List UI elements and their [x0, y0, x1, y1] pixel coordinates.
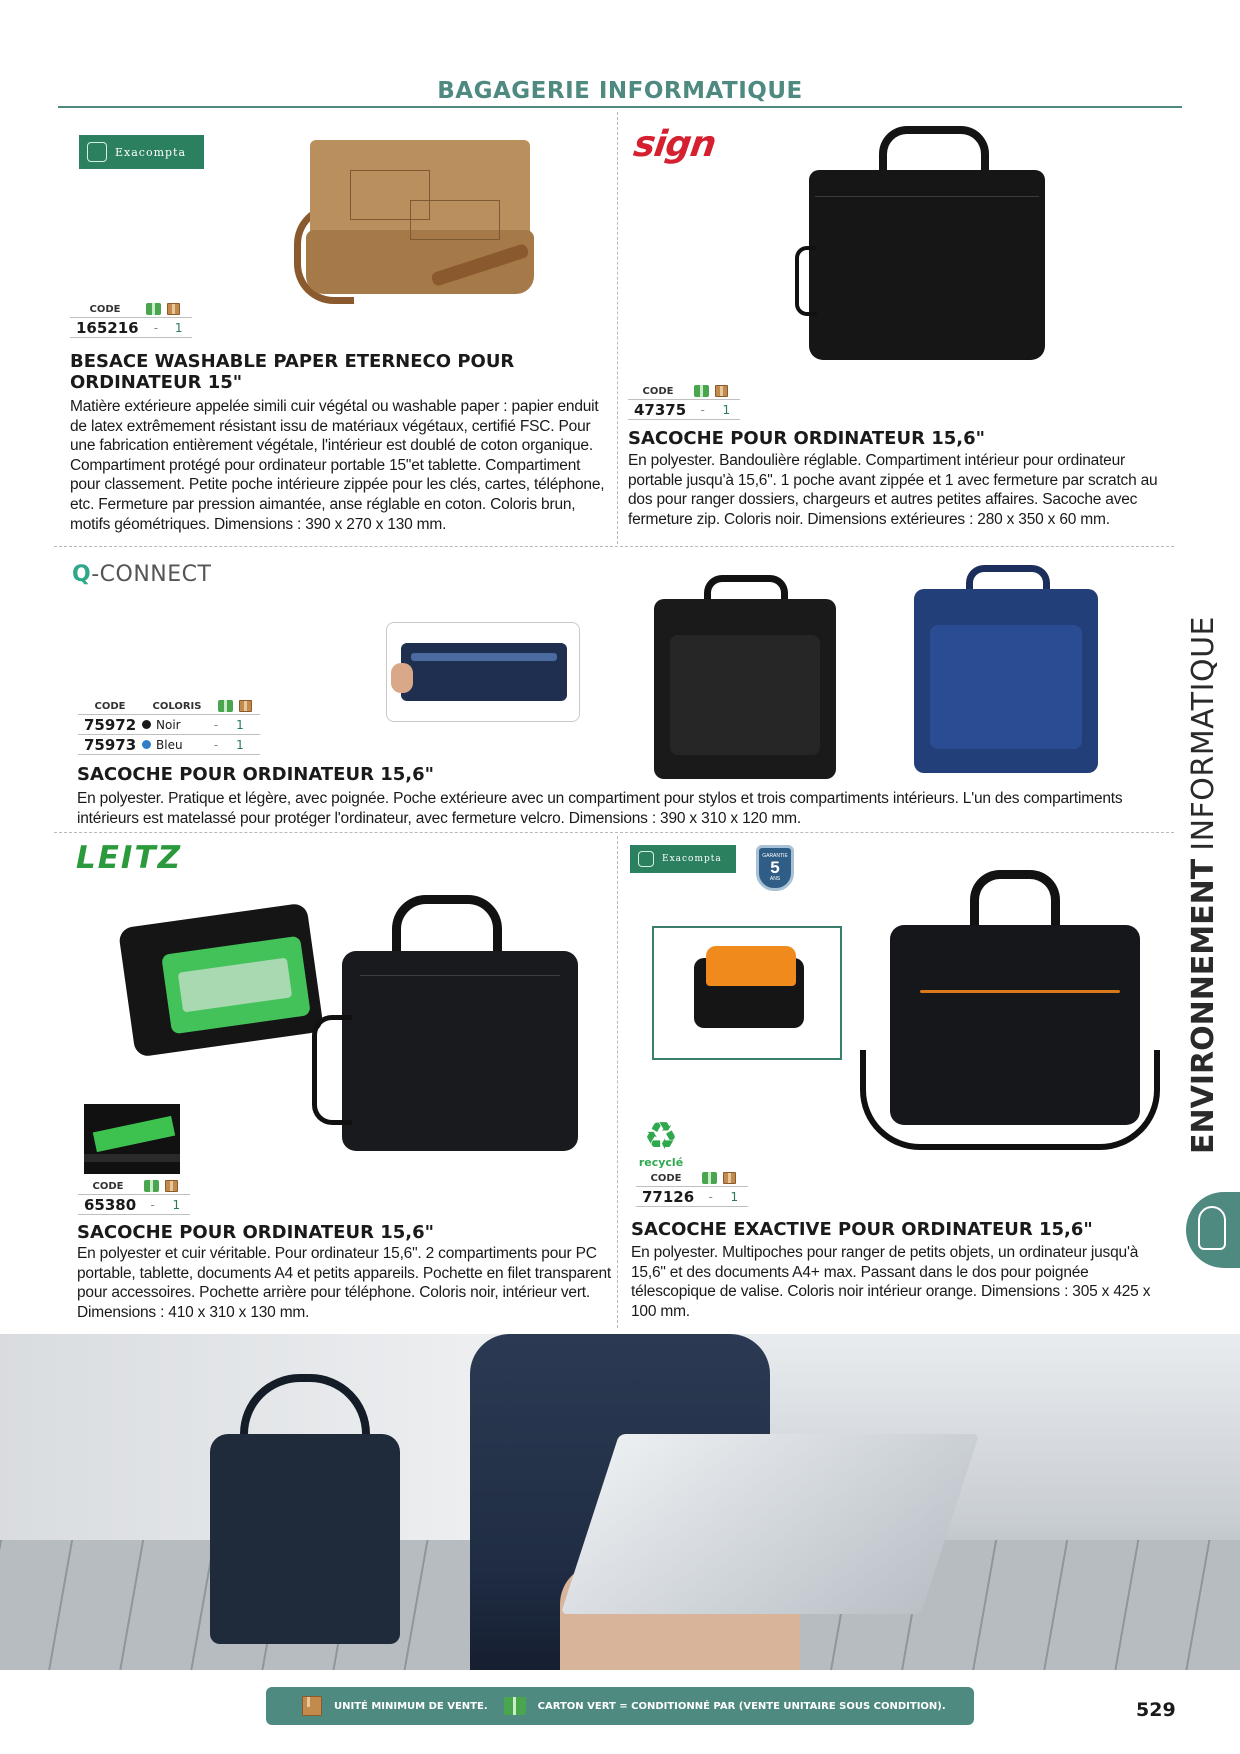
exacompta-logo: [79, 135, 204, 169]
exactive-bag-image: [860, 870, 1160, 1170]
sign-logo: sign: [631, 124, 719, 165]
guarantee-badge-number: 5: [770, 858, 780, 877]
exacompta-logo-text: Exacompta: [662, 854, 722, 864]
side-label-light: INFORMATIQUE: [1185, 616, 1221, 851]
legend-green-text: CARTON VERT = CONDITIONNÉ PAR (VENTE UNITAIRE SOUS CONDITION).: [537, 1700, 946, 1712]
code-row: 75972 Noir - 1: [78, 715, 260, 735]
exacompta-logo-mark: [87, 142, 107, 162]
recycle-icon: ♻: [643, 1114, 679, 1158]
lifestyle-photo: [0, 1334, 1240, 1670]
besace-description: Matière extérieure appelée simili cuir végétal ou washable paper : papier enduit de latex extrêmement résistant issu de matériaux végétaux, certifié FSC. Pour une fabrication entièrement végétale, l'intérieur est doublé de coton organique. Compartiment protégé pour ordinateur portable 15"et tablette. Compartiment pour classement. Petite poche intérieure zippée pour les clés, cartes, téléphone, etc. Fermeture par pression aimantée, anse réglable en coton. Coloris brun, motifs géométriques. Dimensions : 390 x 270 x 130 mm.: [70, 398, 605, 533]
qconnect-logo-q: Q: [72, 562, 92, 587]
green-carton-icon: [504, 1697, 526, 1715]
besace-code-table: [70, 303, 192, 338]
legend-item-green: [504, 1697, 946, 1715]
green-carton-icon: [144, 1180, 159, 1192]
green-carton-icon: [218, 700, 233, 712]
besace-title: BESACE WASHABLE PAPER ETERNECO POUR ORDINATEUR 15": [70, 351, 515, 393]
product-qty: 1: [174, 320, 183, 335]
besace-image: [280, 140, 542, 315]
color-dot-blue: [142, 740, 151, 749]
side-section-label: [1185, 616, 1221, 1154]
code-row: 165216 - 1: [70, 318, 192, 338]
green-carton-icon: [702, 1172, 717, 1184]
green-carton-icon: [694, 385, 709, 397]
leitz-detail-image: [84, 1104, 180, 1174]
qconnect-detail-image: [386, 622, 580, 722]
leitz-open-bag-image: [126, 895, 330, 1065]
code-row: 65380 - 1: [78, 1195, 190, 1215]
qconnect-title: SACOCHE POUR ORDINATEUR 15,6": [77, 764, 434, 785]
leitz-bag-image: [312, 895, 588, 1165]
side-label-bold: ENVIRONNEMENT: [1185, 858, 1221, 1154]
recycled-text: recyclé: [638, 1156, 684, 1169]
code-row: 75973 Bleu - 1: [78, 735, 260, 755]
box-icon: [167, 303, 180, 315]
exactive-detail-image: [652, 926, 842, 1060]
green-carton-icon: [146, 303, 161, 315]
code-row: 77126 - 1: [636, 1187, 748, 1207]
leitz-description: En polyester et cuir véritable. Pour ordinateur 15,6". 2 compartiments pour PC portable, tablette, documents A4 et petits appareils. Pochette en filet transparent pour accessoires. Pochette arrière pour téléphone. Coloris noir, intérieur vert. Dimensions : 410 x 310 x 130 mm.: [77, 1245, 611, 1321]
product-qty: 1: [236, 737, 244, 752]
guarantee-badge: [756, 845, 794, 891]
product-code: 65380: [84, 1195, 137, 1214]
box-icon: [302, 1696, 322, 1716]
qconnect-blue-bag-image: [900, 565, 1114, 779]
coloris-label: COLORIS: [152, 700, 202, 712]
exactive-title: SACOCHE EXACTIVE POUR ORDINATEUR 15,6": [631, 1219, 1093, 1240]
box-icon: [723, 1172, 736, 1184]
page-number: 529: [1136, 1699, 1176, 1721]
coloris-name: Bleu: [156, 737, 183, 752]
exacompta-logo: [630, 845, 736, 873]
code-label: CODE: [94, 700, 126, 712]
exacompta-logo-text: Exacompta: [115, 145, 187, 159]
hand-icon: [1186, 1192, 1240, 1268]
legend-item-box: [302, 1696, 488, 1716]
leitz-title: SACOCHE POUR ORDINATEUR 15,6": [77, 1222, 434, 1243]
qconnect-logo: [72, 562, 211, 587]
divider-horizontal-1: [54, 546, 1174, 547]
product-code: 77126: [642, 1187, 695, 1206]
product-qty: 1: [236, 717, 244, 732]
divider-horizontal-2: [54, 832, 1174, 833]
code-label: CODE: [642, 385, 674, 397]
guarantee-badge-top: GARANTIE: [762, 853, 788, 859]
code-label: CODE: [92, 1180, 124, 1192]
code-label: CODE: [89, 303, 121, 315]
sign-title: SACOCHE POUR ORDINATEUR 15,6": [628, 428, 985, 449]
color-dot-black: [142, 720, 151, 729]
leitz-logo: LEITZ: [76, 840, 183, 876]
sign-description: En polyester. Bandoulière réglable. Compartiment intérieur pour ordinateur portable jusqu'à 15,6". 1 poche avant zippée et 1 avec fermeture par scratch au dos pour ranger dossiers, chargeurs et autres petites affaires. Sacoche avec fermeture zip. Coloris noir. Dimensions extérieures : 280 x 350 x 60 mm.: [628, 452, 1158, 528]
qconnect-code-table: [78, 700, 260, 755]
product-code: 75973: [84, 735, 137, 754]
qconnect-logo-text: -CONNECT: [91, 562, 212, 587]
legend-box-text: UNITÉ MINIMUM DE VENTE.: [334, 1700, 488, 1712]
exactive-description: En polyester. Multipoches pour ranger de petits objets, un ordinateur jusqu'à 15,6" et des documents A4+ max. Passant dans le dos pour poignée télescopique de valise. Coloris noir intérieur orange. Dimensions : 305 x 425 x 100 mm.: [631, 1244, 1151, 1320]
coloris-name: Noir: [156, 717, 181, 732]
sign-bag-image: [795, 126, 1055, 366]
product-qty: 1: [172, 1197, 181, 1212]
product-code: 47375: [634, 400, 687, 419]
recycled-badge: [634, 1116, 688, 1169]
product-qty: 1: [722, 402, 731, 417]
code-row: 47375 - 1: [628, 400, 740, 420]
box-icon: [165, 1180, 178, 1192]
box-icon: [715, 385, 728, 397]
leitz-code-table: [78, 1180, 190, 1215]
divider-vertical-bottom: [617, 836, 618, 1328]
product-qty: 1: [730, 1189, 739, 1204]
page-title: BAGAGERIE INFORMATIQUE: [437, 78, 803, 104]
exacompta-logo-mark: [638, 851, 654, 867]
product-code: 75972: [84, 715, 137, 734]
divider-vertical-top: [617, 112, 618, 544]
sign-code-table: [628, 385, 740, 420]
legend-bar: [266, 1687, 974, 1725]
code-label: CODE: [650, 1172, 682, 1184]
product-code: 165216: [76, 318, 139, 337]
box-icon: [239, 700, 252, 712]
qconnect-description: En polyester. Pratique et légère, avec poignée. Poche extérieure avec un compartiment pour stylos et trois compartiments intérieurs. L'un des compartiments intérieurs est matelassé pour protéger l'ordinateur, avec fermeture velcro. Dimensions : 390 x 310 x 120 mm.: [77, 790, 1123, 827]
guarantee-badge-unit: ANS: [769, 876, 781, 882]
exactive-code-table: [636, 1172, 748, 1207]
qconnect-black-bag-image: [640, 575, 850, 785]
header-rule: [58, 106, 1182, 108]
